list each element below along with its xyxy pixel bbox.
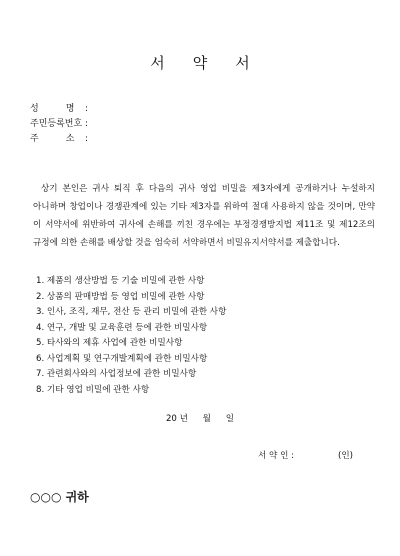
list-item: 5. 타사와의 제휴 사업에 관한 비밀사항 [36,338,183,348]
list-item: 2. 상품의 판매방법 등 영업 비밀에 관한 사항 [36,291,205,302]
title-char: 서 [235,54,250,72]
date-month: 월 [202,414,211,424]
address-field [30,132,230,146]
address-label: 주 소 [30,134,75,144]
title-char: 서 [150,54,165,72]
list-item: 4. 연구, 개발 및 교육훈련 등에 관한 비밀사항 [36,322,208,333]
name-label: 성 명 [30,104,75,114]
document-title [0,52,400,73]
title-char: 약 [192,54,208,72]
name-field [30,102,230,116]
date-day: 일 [225,414,235,424]
date-line [0,412,400,424]
resident-number-field [30,117,230,131]
resident-number-colon: : [85,119,89,129]
name-colon: : [85,104,89,114]
list-item: 7. 관련회사와의 사업정보에 관한 비밀사항 [36,369,197,379]
resident-number-label: 주민등록번호 [30,119,83,129]
pledge-statement [33,180,375,252]
list-item: 8. 기타 영업 비밀에 관한 사항 [36,384,150,395]
address-colon: : [85,134,89,144]
seal-mark: (인) [338,451,354,461]
list-item: 6. 사업계획 및 연구개발계획에 관한 비밀사항 [36,353,208,364]
signer-line [258,449,353,461]
date-year: 20 년 [165,414,188,424]
list-item: 1. 제품의 생산방법 등 기술 비밀에 관한 사항 [36,276,205,286]
list-item: 3. 인사, 조직, 재무, 전산 등 관리 비밀에 관한 사항 [36,307,227,317]
secret-items-list [36,274,366,398]
pledge-statement-text: 상기 본인은 귀사 퇴직 후 다음의 귀사 영업 비밀을 제3자에게 공개하거나 누설하지 아니하며 창업이나 경쟁관계에 있는 기타 제3자를 위하여 절대 사용하지 않을 것이며, 만약 이 서약서에 위반하여 귀사에 손해를 끼친 경우에는 부정경쟁방지법 제11조 및 제12조의 규정에 의한 손해를 배상할 것을 엄숙히 서약하면서 비밀유지서약서를 제출합니다. [33,184,375,248]
recipient-line: ○○○ 귀하 [30,490,89,504]
signer-label: 서 약 인 : [258,451,294,461]
